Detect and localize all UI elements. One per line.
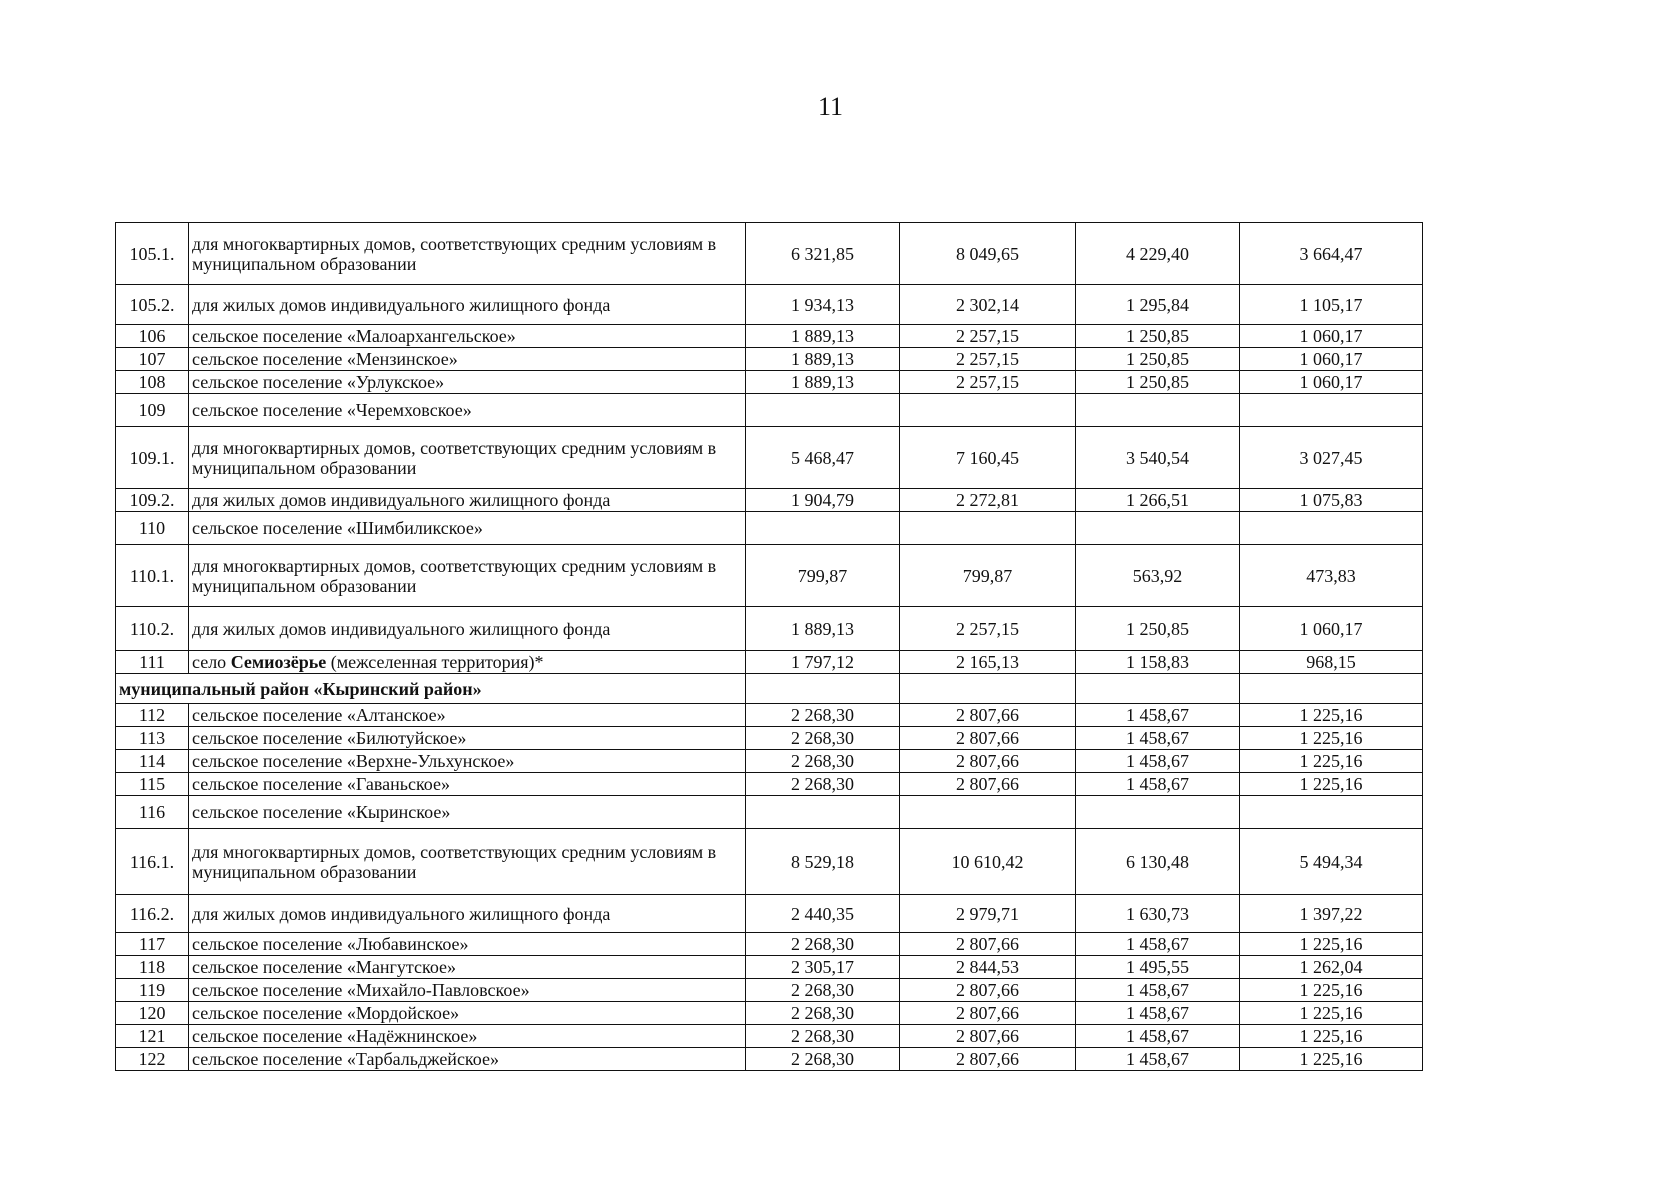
tariff-value-col3: 1 250,85 [1076,607,1240,651]
table-row [116,285,1423,325]
table-row [116,545,1423,607]
tariff-value-col1: 2 305,17 [746,956,900,979]
tariff-value-col4: 3 664,47 [1240,223,1423,285]
tariff-value-col4: 1 225,16 [1240,750,1423,773]
tariff-value-col2: 2 807,66 [900,1048,1076,1071]
tariff-value-col3: 563,92 [1076,545,1240,607]
tariff-value-col3: 1 458,67 [1076,1002,1240,1025]
tariff-value-col3: 1 458,67 [1076,727,1240,750]
tariff-value-col1: 8 529,18 [746,829,900,895]
row-number: 121 [116,1025,189,1048]
table-row [116,979,1423,1002]
tariff-value-col3: 1 250,85 [1076,325,1240,348]
row-number: 110 [116,512,189,545]
settlement-name: сельское поселение «Кыринское» [189,796,746,829]
tariff-value-col2: 2 807,66 [900,727,1076,750]
tariff-value-col1: 1 889,13 [746,371,900,394]
row-number: 108 [116,371,189,394]
row-number: 110.1. [116,545,189,607]
tariff-value-col3: 1 158,83 [1076,651,1240,674]
tariff-value-col3: 1 266,51 [1076,489,1240,512]
tariff-value-col1: 2 268,30 [746,1002,900,1025]
table-row [116,727,1423,750]
settlement-name: для многоквартирных домов, соответствующих средним условиям в муниципальном образовании [189,223,746,285]
settlement-name: для жилых домов индивидуального жилищного фонда [189,489,746,512]
tariff-value-col2 [900,796,1076,829]
tariff-value-col1: 1 889,13 [746,607,900,651]
tariff-value-col2 [900,512,1076,545]
tariff-value-col1: 1 889,13 [746,325,900,348]
table-row [116,829,1423,895]
tariff-value-col2: 2 807,66 [900,933,1076,956]
settlement-name: сельское поселение «Верхне-Ульхунское» [189,750,746,773]
settlement-name-part: (межселенная территория)* [326,652,544,672]
tariff-value-col4: 1 060,17 [1240,348,1423,371]
tariff-value-col3: 1 630,73 [1076,895,1240,933]
tariff-value-col2: 2 807,66 [900,1025,1076,1048]
tariff-value-col1: 1 904,79 [746,489,900,512]
table-row [116,371,1423,394]
district-name: муниципальный район «Кыринский район» [116,674,746,704]
row-number: 118 [116,956,189,979]
tariff-value-col1 [746,394,900,427]
tariff-value-col2: 2 807,66 [900,750,1076,773]
table-row [116,956,1423,979]
row-number: 112 [116,704,189,727]
row-number: 117 [116,933,189,956]
settlement-name: для жилых домов индивидуального жилищного фонда [189,895,746,933]
tariff-value-col4 [1240,394,1423,427]
tariff-value-col4: 968,15 [1240,651,1423,674]
table-row [116,750,1423,773]
tariff-value-col2: 2 165,13 [900,651,1076,674]
table-row [116,489,1423,512]
tariff-value-col3 [1076,796,1240,829]
table-row [116,1025,1423,1048]
tariff-value-col2: 2 257,15 [900,371,1076,394]
tariff-value-col3: 1 250,85 [1076,371,1240,394]
table-row [116,796,1423,829]
tariff-value-col1: 2 268,30 [746,704,900,727]
row-number: 120 [116,1002,189,1025]
table-row [116,773,1423,796]
tariff-value-col1: 6 321,85 [746,223,900,285]
tariff-value-col2: 2 257,15 [900,325,1076,348]
tariff-value-col1: 1 934,13 [746,285,900,325]
page-number: 11 [817,92,844,121]
tariff-value-col1: 2 268,30 [746,773,900,796]
table-row [116,512,1423,545]
row-number: 119 [116,979,189,1002]
tariff-value-col1: 2 440,35 [746,895,900,933]
tariff-value-col4: 1 075,83 [1240,489,1423,512]
tariff-value-col2 [900,674,1076,704]
settlement-name-part: село [192,652,231,672]
table-row [116,325,1423,348]
table-row [116,895,1423,933]
row-number: 111 [116,651,189,674]
tariff-value-col4: 1 225,16 [1240,704,1423,727]
settlement-name [189,651,746,674]
tariff-value-col3: 6 130,48 [1076,829,1240,895]
table-row [116,223,1423,285]
tariff-value-col1: 1 797,12 [746,651,900,674]
tariff-value-col4: 1 397,22 [1240,895,1423,933]
tariff-value-col4: 3 027,45 [1240,427,1423,489]
tariff-value-col2 [900,394,1076,427]
settlement-name: для жилых домов индивидуального жилищного фонда [189,607,746,651]
settlement-name: сельское поселение «Мордойское» [189,1002,746,1025]
tariff-value-col4: 1 225,16 [1240,773,1423,796]
tariff-value-col1: 2 268,30 [746,1025,900,1048]
tariff-value-col3: 3 540,54 [1076,427,1240,489]
tariff-value-col1 [746,796,900,829]
table-row [116,933,1423,956]
tariff-value-col4: 1 262,04 [1240,956,1423,979]
tariff-value-col4 [1240,674,1423,704]
tariff-value-col1: 1 889,13 [746,348,900,371]
settlement-name: сельское поселение «Билютуйское» [189,727,746,750]
tariff-value-col3: 1 458,67 [1076,933,1240,956]
row-number: 122 [116,1048,189,1071]
row-number: 105.1. [116,223,189,285]
tariff-value-col4: 1 105,17 [1240,285,1423,325]
tariff-value-col4: 1 060,17 [1240,371,1423,394]
tariff-value-col4: 1 060,17 [1240,607,1423,651]
table-row [116,427,1423,489]
settlement-name: сельское поселение «Мангутское» [189,956,746,979]
tariff-value-col1: 2 268,30 [746,979,900,1002]
tariff-value-col4: 1 225,16 [1240,979,1423,1002]
tariff-value-col2: 2 807,66 [900,979,1076,1002]
row-number: 109 [116,394,189,427]
tariff-value-col4: 1 225,16 [1240,727,1423,750]
settlement-name: сельское поселение «Гаваньское» [189,773,746,796]
settlement-name: для многоквартирных домов, соответствующих средним условиям в муниципальном образовании [189,545,746,607]
tariff-value-col4 [1240,512,1423,545]
tariff-value-col2: 2 807,66 [900,1002,1076,1025]
tariff-value-col2: 2 807,66 [900,704,1076,727]
tariff-value-col2: 10 610,42 [900,829,1076,895]
tariff-value-col3: 1 495,55 [1076,956,1240,979]
row-number: 106 [116,325,189,348]
settlement-name: для жилых домов индивидуального жилищного фонда [189,285,746,325]
settlement-name: сельское поселение «Мензинское» [189,348,746,371]
tariff-value-col3: 1 458,67 [1076,979,1240,1002]
table-row [116,1002,1423,1025]
settlement-name: сельское поселение «Малоархангельское» [189,325,746,348]
settlement-name: сельское поселение «Урлукское» [189,371,746,394]
tariff-value-col2: 799,87 [900,545,1076,607]
settlement-name: для многоквартирных домов, соответствующих средним условиям в муниципальном образовании [189,829,746,895]
table-row [116,607,1423,651]
tariff-value-col2: 2 257,15 [900,607,1076,651]
row-number: 116 [116,796,189,829]
tariff-table [115,222,1423,1071]
tariff-value-col1: 5 468,47 [746,427,900,489]
tariff-value-col3: 1 458,67 [1076,704,1240,727]
tariff-value-col1 [746,512,900,545]
tariff-value-col2: 2 844,53 [900,956,1076,979]
settlement-name: сельское поселение «Черемховское» [189,394,746,427]
row-number: 115 [116,773,189,796]
row-number: 114 [116,750,189,773]
tariff-value-col2: 2 979,71 [900,895,1076,933]
tariff-value-col3 [1076,512,1240,545]
tariff-value-col1: 2 268,30 [746,727,900,750]
settlement-name: сельское поселение «Алтанское» [189,704,746,727]
tariff-value-col4: 1 225,16 [1240,933,1423,956]
tariff-value-col3: 4 229,40 [1076,223,1240,285]
table-row [116,394,1423,427]
tariff-value-col3: 1 458,67 [1076,773,1240,796]
tariff-value-col4: 5 494,34 [1240,829,1423,895]
table-row [116,348,1423,371]
tariff-value-col2: 2 272,81 [900,489,1076,512]
settlement-name: сельское поселение «Любавинское» [189,933,746,956]
tariff-value-col3: 1 295,84 [1076,285,1240,325]
tariff-value-col4 [1240,796,1423,829]
tariff-value-col4: 473,83 [1240,545,1423,607]
tariff-value-col3: 1 458,67 [1076,750,1240,773]
settlement-name: сельское поселение «Надёжнинское» [189,1025,746,1048]
tariff-value-col1 [746,674,900,704]
tariff-value-col2: 2 807,66 [900,773,1076,796]
tariff-value-col1: 2 268,30 [746,1048,900,1071]
row-number: 110.2. [116,607,189,651]
settlement-name: сельское поселение «Михайло-Павловское» [189,979,746,1002]
tariff-value-col1: 2 268,30 [746,933,900,956]
row-number: 105.2. [116,285,189,325]
tariff-value-col4: 1 225,16 [1240,1025,1423,1048]
tariff-value-col2: 8 049,65 [900,223,1076,285]
tariff-value-col3: 1 250,85 [1076,348,1240,371]
settlement-name: сельское поселение «Шимбиликское» [189,512,746,545]
tariff-value-col4: 1 060,17 [1240,325,1423,348]
table-row [116,1048,1423,1071]
tariff-value-col4: 1 225,16 [1240,1048,1423,1071]
row-number: 116.2. [116,895,189,933]
row-number: 109.2. [116,489,189,512]
tariff-value-col4: 1 225,16 [1240,1002,1423,1025]
tariff-value-col3: 1 458,67 [1076,1025,1240,1048]
tariff-table-body [116,223,1423,1071]
settlement-name: сельское поселение «Тарбальджейское» [189,1048,746,1071]
tariff-value-col1: 799,87 [746,545,900,607]
settlement-name: для многоквартирных домов, соответствующих средним условиям в муниципальном образовании [189,427,746,489]
tariff-value-col1: 2 268,30 [746,750,900,773]
tariff-value-col3: 1 458,67 [1076,1048,1240,1071]
row-number: 109.1. [116,427,189,489]
tariff-value-col3 [1076,394,1240,427]
table-row [116,651,1423,674]
table-row [116,704,1423,727]
row-number: 116.1. [116,829,189,895]
settlement-name-bold: Семиозёрье [230,652,327,672]
tariff-value-col2: 7 160,45 [900,427,1076,489]
row-number: 113 [116,727,189,750]
tariff-value-col2: 2 302,14 [900,285,1076,325]
tariff-value-col3 [1076,674,1240,704]
row-number: 107 [116,348,189,371]
tariff-value-col2: 2 257,15 [900,348,1076,371]
district-header-row [116,674,1423,704]
